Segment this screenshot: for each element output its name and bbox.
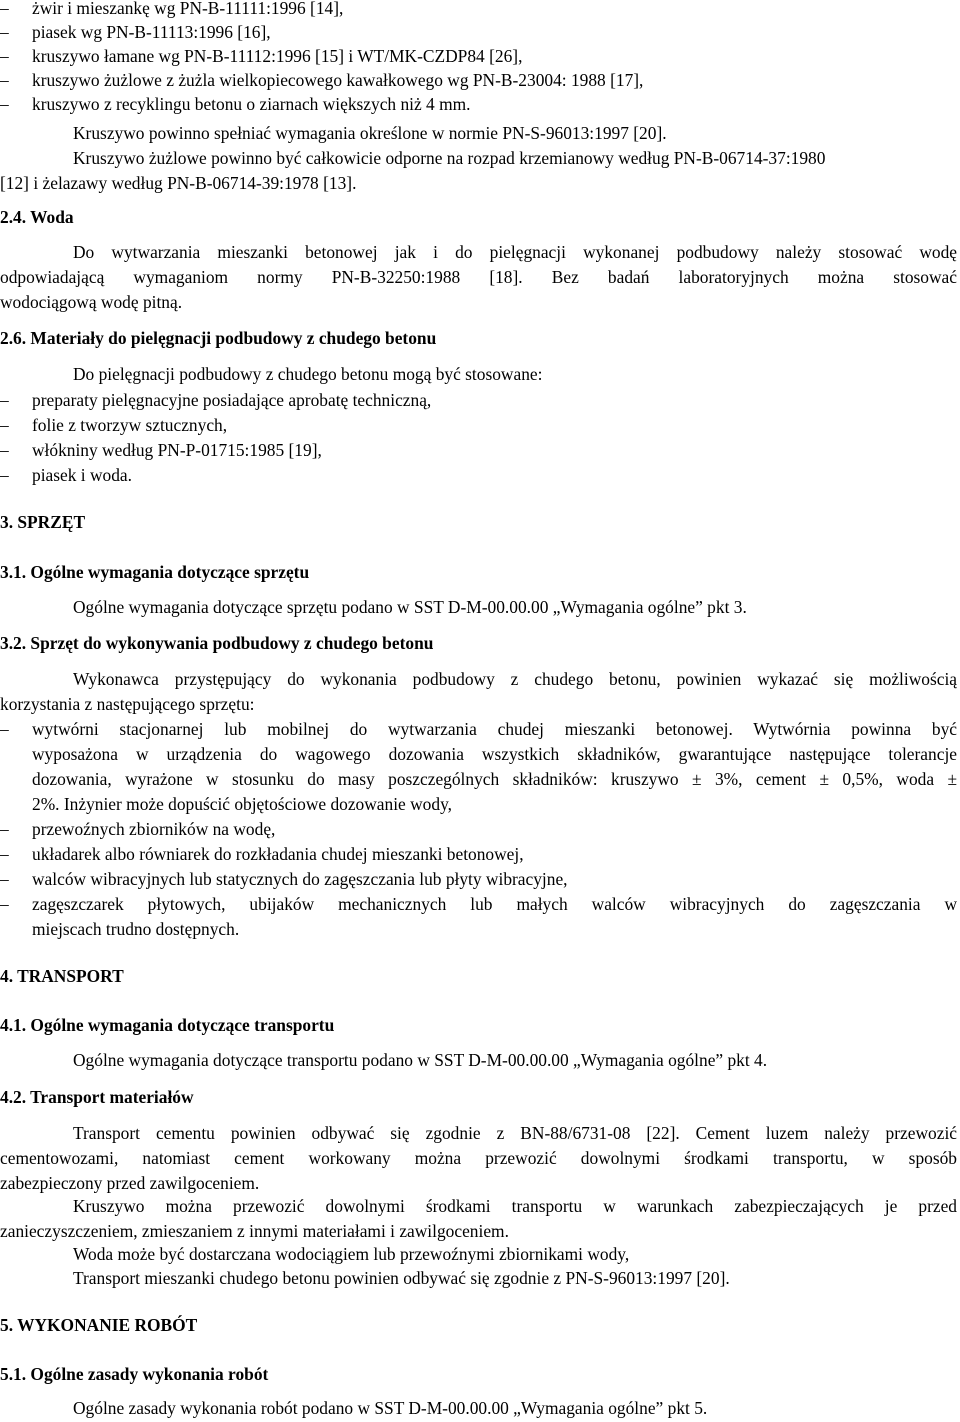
paragraph-line: [12] i żelazawy według PN-B-06714-39:1978 [13]. — [0, 173, 357, 193]
paragraph-line: odpowiadającą wymaganiom normy PN-B-32250:1988 [18]. Bez badań laboratoryjnych można stosować — [0, 267, 957, 287]
dash-bullet: – — [0, 415, 9, 435]
section-heading: 2.4. Woda — [0, 207, 74, 227]
dash-bullet: – — [0, 390, 9, 410]
section-heading: 3.2. Sprzęt do wykonywania podbudowy z chudego betonu — [0, 633, 434, 653]
list-item-line: zagęszczarek płytowych, ubijaków mechanicznych lub małych walców wibracyjnych do zagęszczania w — [32, 894, 957, 914]
dash-bullet: – — [0, 70, 9, 90]
dash-bullet: – — [0, 894, 9, 914]
list-item: – folie z tworzyw sztucznych, — [0, 415, 228, 435]
list-item: – walców wibracyjnych lub statycznych do zagęszczania lub płyty wibracyjne, — [0, 869, 568, 889]
dash-bullet: – — [0, 22, 9, 42]
dash-bullet: – — [0, 819, 9, 839]
list-item: – przewoźnych zbiorników na wodę, — [0, 819, 276, 839]
list-item-line: dozowania, wyrażone w stosunku do masy poszczególnych składników: kruszywo ± 3%, cement ± 0,5%, woda ± — [32, 769, 957, 789]
paragraph: Ogólne wymagania dotyczące transportu podano w SST D-M-00.00.00 „Wymagania ogólne” pkt 4. — [73, 1050, 768, 1070]
dash-bullet: – — [0, 869, 9, 889]
list-item-line: miejscach trudno dostępnych. — [32, 919, 240, 939]
paragraph-line: korzystania z następującego sprzętu: — [0, 694, 255, 714]
list-item: – układarek albo równiarek do rozkładania chudej mieszanki betonowej, — [0, 844, 524, 864]
list-item: – kruszywo łamane wg PN-B-11112:1996 [15] i WT/MK-CZDP84 [26], — [0, 46, 523, 66]
paragraph-line: zanieczyszczeniem, zmieszaniem z innymi materiałami i zawilgoceniem. — [0, 1221, 509, 1241]
dash-bullet: – — [0, 719, 9, 739]
paragraph: Woda może być dostarczana wodociągiem lub przewoźnymi zbiornikami wody, — [73, 1244, 630, 1264]
list-item: – piasek wg PN-B-11113:1996 [16], — [0, 22, 271, 42]
dash-bullet: – — [0, 844, 9, 864]
section-heading: 4.1. Ogólne wymagania dotyczące transportu — [0, 1015, 335, 1035]
chapter-heading: 5. WYKONANIE ROBÓT — [0, 1315, 198, 1335]
paragraph-line: zabezpieczony przed zawilgoceniem. — [0, 1173, 260, 1193]
paragraph-line: Do wytwarzania mieszanki betonowej jak i do pielęgnacji wykonanej podbudowy należy stosować wodę — [73, 242, 957, 262]
dash-bullet: – — [0, 440, 9, 460]
dash-bullet: – — [0, 0, 9, 18]
paragraph-line: Wykonawca przystępujący do wykonania podbudowy z chudego betonu, powinien wykazać się możliwością — [73, 669, 957, 689]
section-heading: 3.1. Ogólne wymagania dotyczące sprzętu — [0, 562, 310, 582]
list-item-line: wytwórni stacjonarnej lub mobilnej do wytwarzania chudej mieszanki betonowej. Wytwórnia powinna być — [32, 719, 957, 739]
paragraph: Transport mieszanki chudego betonu powinien odbywać się zgodnie z PN-S-96013:1997 [20]. — [73, 1268, 730, 1288]
list-item: – kruszywo z recyklingu betonu o ziarnach większych niż 4 mm. — [0, 94, 471, 114]
dash-bullet: – — [0, 94, 9, 114]
paragraph-line: Kruszywo żużlowe powinno być całkowicie odporne na rozpad krzemianowy według PN-B-06714-37:1980 — [73, 148, 826, 168]
paragraph: Ogólne wymagania dotyczące sprzętu podano w SST D-M-00.00.00 „Wymagania ogólne” pkt 3. — [73, 597, 747, 617]
paragraph-line: cementowozami, natomiast cement workowany można przewozić dowolnymi środkami transportu, w sposób — [0, 1148, 957, 1168]
list-item: – żwir i mieszankę wg PN-B-11111:1996 [14], — [0, 0, 957, 20]
paragraph-line: wodociągową wodę pitną. — [0, 292, 183, 312]
paragraph: Do pielęgnacji podbudowy z chudego betonu mogą być stosowane: — [73, 364, 543, 384]
chapter-heading: 4. TRANSPORT — [0, 966, 124, 986]
section-heading: 2.6. Materiały do pielęgnacji podbudowy z chudego betonu — [0, 328, 437, 348]
list-item-line: wyposażona w urządzenia do wagowego dozowania wszystkich składników, gwarantujące następujące tolerancje — [32, 744, 957, 764]
dash-bullet: – — [0, 465, 9, 485]
section-heading: 4.2. Transport materiałów — [0, 1087, 194, 1107]
list-item: – preparaty pielęgnacyjne posiadające aprobatę techniczną, — [0, 390, 432, 410]
section-heading: 5.1. Ogólne zasady wykonania robót — [0, 1364, 269, 1384]
list-item: – włókniny według PN-P-01715:1985 [19], — [0, 440, 322, 460]
chapter-heading: 3. SPRZĘT — [0, 512, 86, 532]
paragraph-line: Kruszywo można przewozić dowolnymi środkami transportu w warunkach zabezpieczających je przed — [73, 1196, 957, 1216]
paragraph: Kruszywo powinno spełniać wymagania określone w normie PN-S-96013:1997 [20]. — [73, 123, 667, 143]
list-item: – piasek i woda. — [0, 465, 132, 485]
paragraph-line: Transport cementu powinien odbywać się zgodnie z BN-88/6731-08 [22]. Cement luzem należy przewozić — [73, 1123, 957, 1143]
paragraph: Ogólne zasady wykonania robót podano w SST D-M-00.00.00 „Wymagania ogólne” pkt 5. — [73, 1398, 708, 1418]
dash-bullet: – — [0, 46, 9, 66]
list-item: – kruszywo żużlowe z żużla wielkopiecowego kawałkowego wg PN-B-23004: 1988 [17], — [0, 70, 644, 90]
list-item-line: 2%. Inżynier może dopuścić objętościowe dozowanie wody, — [32, 794, 452, 814]
